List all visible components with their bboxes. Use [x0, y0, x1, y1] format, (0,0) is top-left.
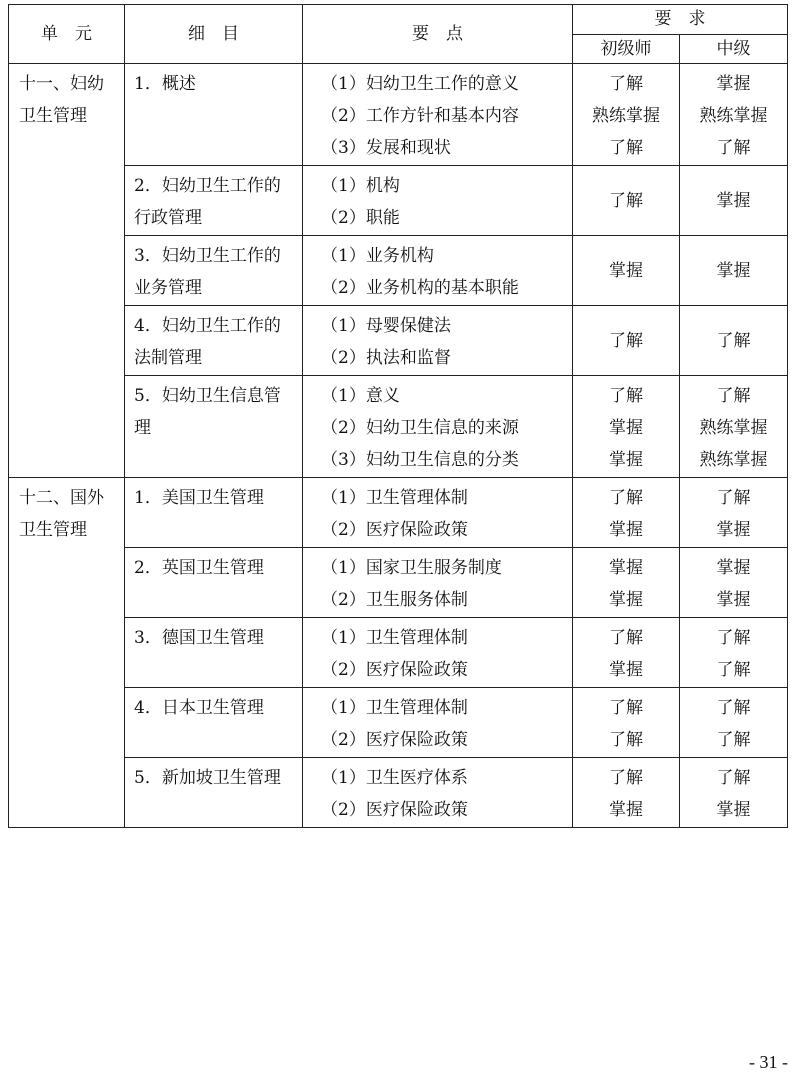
requirement-value: 掌握 — [609, 418, 643, 438]
topic-cell: 4．日本卫生管理 — [125, 688, 303, 758]
table-row — [9, 618, 788, 688]
table-row — [9, 376, 788, 478]
requirement-value: 了解 — [716, 730, 751, 750]
point-item: （2）职能 — [321, 208, 400, 228]
table-row — [9, 64, 788, 166]
requirement-value: 了解 — [716, 628, 751, 648]
point-item: （2）工作方针和基本内容 — [321, 106, 519, 126]
requirement-value: 掌握 — [716, 74, 751, 94]
point-item: （3）发展和现状 — [321, 138, 451, 158]
requirement-value: 掌握 — [716, 590, 751, 610]
requirement-value: 了解 — [716, 386, 751, 406]
header-topic: 细 目 — [125, 5, 303, 64]
requirement-value: 了解 — [716, 660, 751, 680]
requirement-value: 熟练掌握 — [592, 106, 660, 126]
requirement-value: 掌握 — [609, 260, 643, 281]
table-row — [9, 758, 788, 828]
requirement-value: 熟练掌握 — [699, 418, 768, 438]
requirement-value: 了解 — [609, 190, 643, 211]
requirement-junior-cell — [573, 306, 680, 376]
point-item: （3）妇幼卫生信息的分类 — [321, 450, 519, 470]
point-item: （2）医疗保险政策 — [321, 730, 468, 750]
points-cell — [303, 688, 573, 758]
requirement-value: 熟练掌握 — [699, 450, 768, 470]
requirement-intermediate-cell — [680, 306, 788, 376]
point-item: （2）医疗保险政策 — [321, 660, 468, 680]
page-number: - 31 - — [749, 1052, 788, 1072]
requirement-junior-cell — [573, 688, 680, 758]
requirement-value: 了解 — [609, 698, 643, 718]
requirement-value: 了解 — [716, 138, 751, 158]
requirement-value: 掌握 — [716, 190, 751, 211]
topic-cell: 3．妇幼卫生工作的业务管理 — [125, 236, 303, 306]
requirement-intermediate-cell — [680, 478, 788, 548]
table-row — [9, 166, 788, 236]
point-item: （2）医疗保险政策 — [321, 800, 468, 820]
requirement-intermediate-cell — [680, 758, 788, 828]
point-item: （2）执法和监督 — [321, 348, 451, 368]
point-item: （1）机构 — [321, 176, 400, 196]
table-row — [9, 306, 788, 376]
requirement-intermediate-cell — [680, 166, 788, 236]
requirement-value: 掌握 — [609, 800, 643, 820]
point-item: （1）国家卫生服务制度 — [321, 558, 502, 578]
topic-cell: 4．妇幼卫生工作的法制管理 — [125, 306, 303, 376]
topic-cell: 1．美国卫生管理 — [125, 478, 303, 548]
header-requirement: 要 求 — [573, 5, 788, 35]
requirement-value: 了解 — [609, 138, 643, 158]
requirement-junior-cell — [573, 166, 680, 236]
requirement-intermediate-cell — [680, 618, 788, 688]
requirement-value: 掌握 — [716, 260, 751, 281]
topic-cell: 2．英国卫生管理 — [125, 548, 303, 618]
points-cell — [303, 376, 573, 478]
topic-cell: 2．妇幼卫生工作的行政管理 — [125, 166, 303, 236]
points-cell — [303, 758, 573, 828]
requirement-value: 掌握 — [609, 660, 643, 680]
requirement-intermediate-cell — [680, 376, 788, 478]
points-cell — [303, 478, 573, 548]
point-item: （1）意义 — [321, 386, 400, 406]
point-item: （1）卫生管理体制 — [321, 628, 468, 648]
point-item: （2）妇幼卫生信息的来源 — [321, 418, 519, 438]
requirement-value: 掌握 — [609, 558, 643, 578]
points-cell — [303, 64, 573, 166]
requirement-intermediate-cell — [680, 236, 788, 306]
point-item: （2）业务机构的基本职能 — [321, 278, 519, 298]
point-item: （1）卫生管理体制 — [321, 488, 468, 508]
requirement-junior-cell — [573, 618, 680, 688]
point-item: （1）妇幼卫生工作的意义 — [321, 74, 519, 94]
requirement-value: 掌握 — [716, 558, 751, 578]
table-row — [9, 478, 788, 548]
requirement-junior-cell — [573, 478, 680, 548]
requirement-junior-cell — [573, 376, 680, 478]
header-level-intermediate: 中级 — [680, 34, 788, 64]
requirement-value: 掌握 — [716, 520, 751, 540]
requirement-value: 了解 — [609, 730, 643, 750]
requirement-value: 了解 — [609, 488, 643, 508]
requirement-value: 了解 — [609, 386, 643, 406]
requirement-junior-cell — [573, 758, 680, 828]
point-item: （1）母婴保健法 — [321, 316, 451, 336]
requirement-value: 掌握 — [609, 520, 643, 540]
header-points: 要 点 — [303, 5, 573, 64]
points-cell — [303, 548, 573, 618]
point-item: （1）业务机构 — [321, 246, 434, 266]
unit-cell: 十二、国外卫生管理 — [9, 478, 125, 828]
header-unit: 单 元 — [9, 5, 125, 64]
requirement-value: 了解 — [716, 698, 751, 718]
topic-cell: 5．妇幼卫生信息管理 — [125, 376, 303, 478]
topic-cell: 5．新加坡卫生管理 — [125, 758, 303, 828]
requirement-value: 了解 — [609, 74, 643, 94]
requirement-value: 掌握 — [609, 590, 643, 610]
requirement-value: 了解 — [609, 628, 643, 648]
requirement-intermediate-cell — [680, 548, 788, 618]
header-level-junior: 初级师 — [573, 34, 680, 64]
points-cell — [303, 618, 573, 688]
point-item: （2）卫生服务体制 — [321, 590, 468, 610]
table-header-row — [9, 5, 788, 35]
requirement-junior-cell — [573, 548, 680, 618]
requirement-value: 熟练掌握 — [699, 106, 768, 126]
table-row — [9, 688, 788, 758]
unit-cell: 十一、妇幼卫生管理 — [9, 64, 125, 478]
point-item: （1）卫生医疗体系 — [321, 768, 468, 788]
requirement-value: 了解 — [716, 330, 751, 351]
requirement-value: 掌握 — [716, 800, 751, 820]
requirement-value: 了解 — [716, 488, 751, 508]
requirement-value: 了解 — [716, 768, 751, 788]
requirement-intermediate-cell — [680, 688, 788, 758]
requirement-junior-cell — [573, 64, 680, 166]
points-cell — [303, 166, 573, 236]
requirement-intermediate-cell — [680, 64, 788, 166]
requirement-value: 了解 — [609, 330, 643, 351]
topic-cell: 3．德国卫生管理 — [125, 618, 303, 688]
table-row — [9, 236, 788, 306]
table-row — [9, 548, 788, 618]
requirement-junior-cell — [573, 236, 680, 306]
points-cell — [303, 306, 573, 376]
point-item: （2）医疗保险政策 — [321, 520, 468, 540]
points-cell — [303, 236, 573, 306]
topic-cell: 1．概述 — [125, 64, 303, 166]
syllabus-table — [8, 4, 788, 828]
point-item: （1）卫生管理体制 — [321, 698, 468, 718]
requirement-value: 掌握 — [609, 450, 643, 470]
requirement-value: 了解 — [609, 768, 643, 788]
